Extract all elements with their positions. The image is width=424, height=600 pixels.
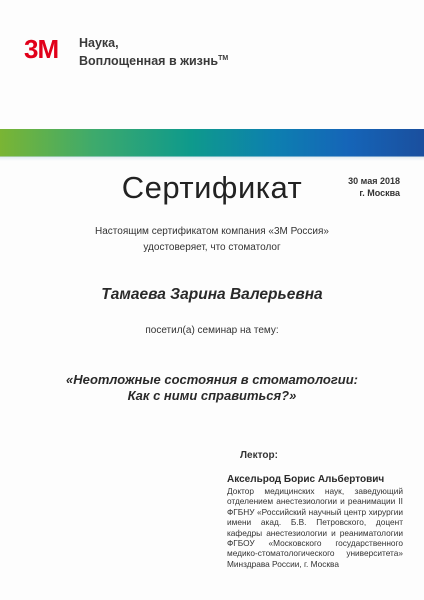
- recipient-name: Тамаева Зарина Валерьевна: [101, 286, 323, 303]
- certificate-city: г. Москва: [359, 188, 400, 198]
- tagline-line-2: Воплощенная в жизнь™: [79, 54, 229, 69]
- lead-line-1: Настоящим сертификатом компания «3М Россия»: [95, 226, 329, 237]
- lecturer-bio: Доктор медицинских наук, заведующий отделением анестезиологии и реанимации II ФГБНУ «Российский научный центр хирургии имени акад. Б.В. Петровского, доцент кафедры анестезиологии и реаниматологии ФГБОУ «Московского государственного медико-стоматологического университета» Минздрава России, г. Москва: [227, 486, 403, 569]
- brand-logo: 3M: [24, 34, 59, 64]
- certificate-lead: [0, 224, 424, 256]
- trademark-mark: TM: [218, 55, 229, 62]
- date-location: [348, 175, 400, 199]
- lecturer-name: Аксельрод Борис Альбертович: [227, 474, 385, 485]
- topic-line-2: Как с ними справиться?»: [127, 388, 297, 403]
- certificate-date: 30 мая 2018: [348, 176, 400, 186]
- certificate-title: Сертификат: [121, 170, 303, 205]
- seminar-topic: [0, 372, 424, 404]
- topic-line-1: «Неотложные состояния в стоматологии:: [65, 372, 359, 387]
- tagline-line-1: Наука,: [79, 36, 119, 50]
- lecturer-label: Лектор:: [240, 450, 278, 461]
- gradient-band: [0, 129, 424, 157]
- visited-text: посетил(а) семинар на тему:: [145, 325, 279, 336]
- lead-line-2: удостоверяет, что стоматолог: [143, 242, 281, 253]
- brand-tagline: [79, 35, 228, 69]
